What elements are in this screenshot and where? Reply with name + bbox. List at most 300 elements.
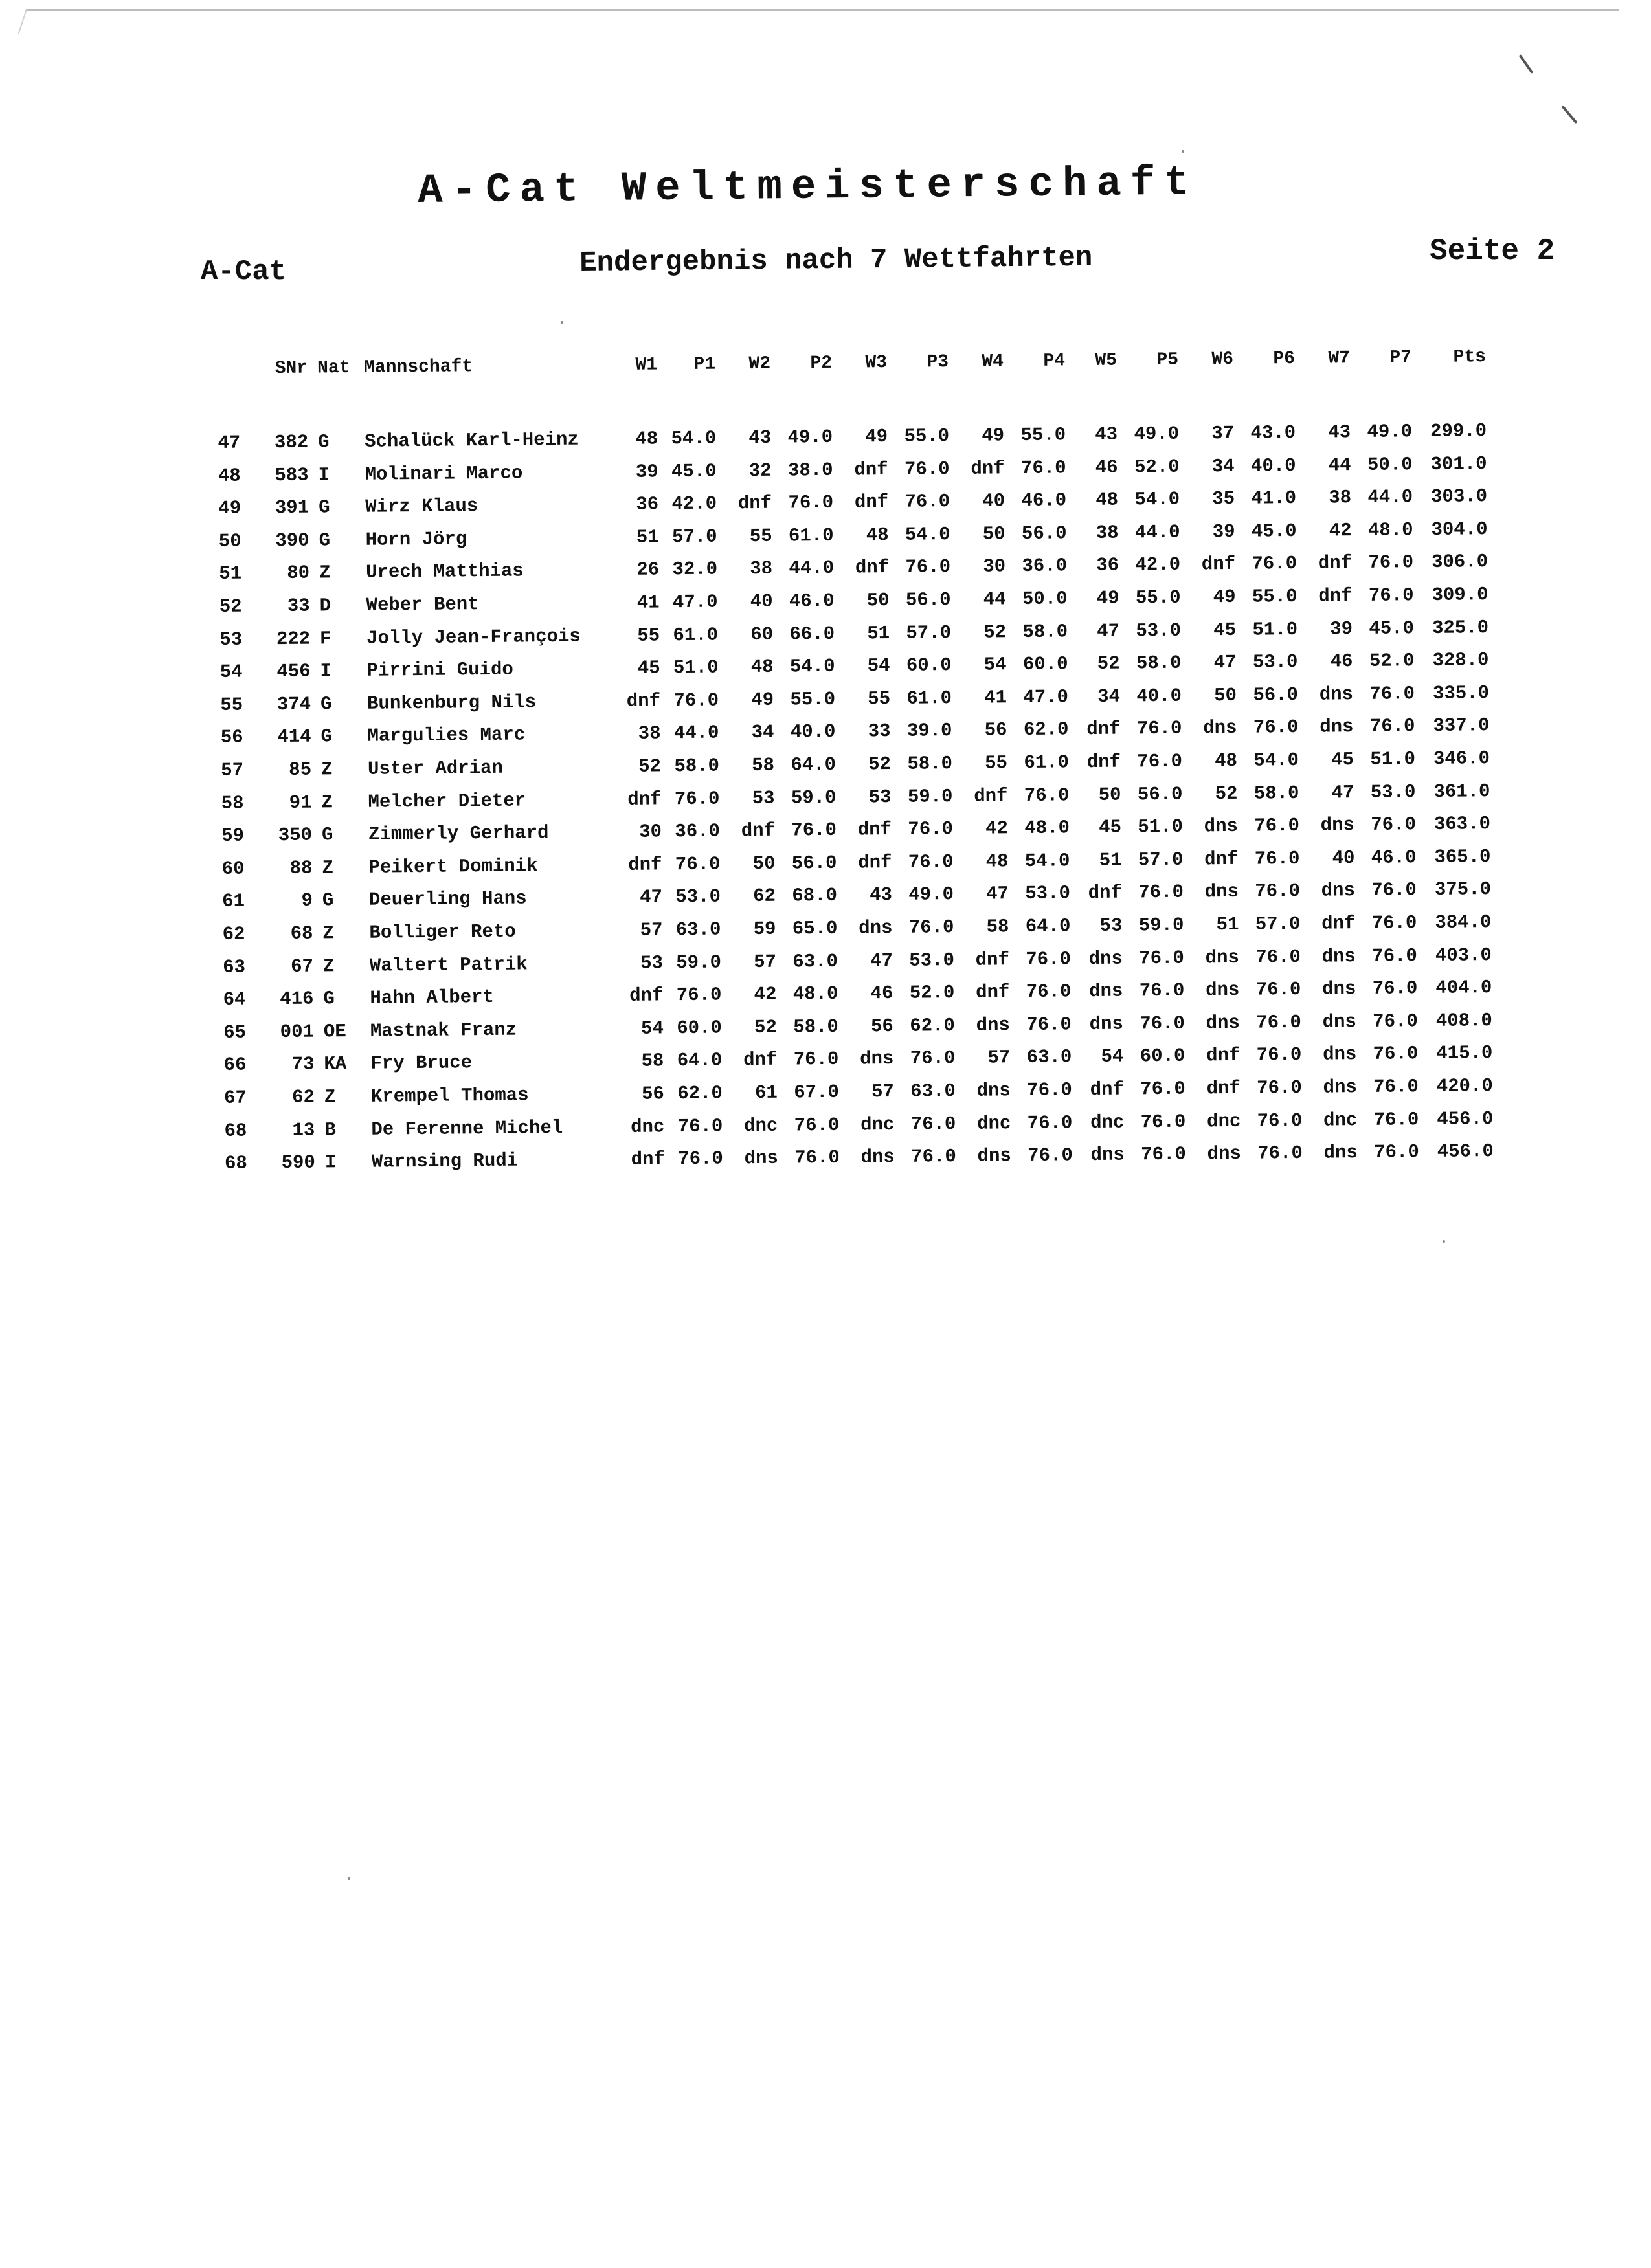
cell-w3: dns (860, 1146, 895, 1168)
cell-pts: 304.0 (1431, 518, 1488, 540)
cell-w3: 48 (866, 524, 889, 546)
column-header-p2: P2 (810, 353, 833, 374)
cell-team: Wirz Klaus (365, 495, 478, 518)
cell-w4: dnc (976, 1112, 1011, 1135)
cell-p7: 53.0 (1370, 781, 1416, 803)
cell-p7: 76.0 (1371, 879, 1417, 902)
cell-p6: 41.0 (1251, 487, 1297, 509)
column-header-nat: Nat (317, 357, 350, 379)
cell-w2: 38 (750, 558, 773, 580)
cell-team: Pirrini Guido (366, 658, 513, 682)
cell-w1: dnf (628, 854, 662, 876)
cell-p4: 76.0 (1026, 981, 1072, 1003)
cell-snr: 414 (277, 726, 311, 748)
cell-p2: 76.0 (788, 492, 834, 514)
cell-team: De Ferenne Michel (371, 1117, 563, 1140)
cell-p7: 76.0 (1371, 912, 1417, 934)
cell-snr: 382 (274, 431, 309, 454)
cell-w7: dnf (1321, 913, 1356, 935)
cell-p6: 53.0 (1252, 651, 1298, 673)
cell-place: 59 (221, 825, 245, 847)
cell-w4: 54 (983, 654, 1007, 676)
cell-w6: dns (1203, 717, 1237, 739)
cell-snr: 13 (292, 1119, 315, 1141)
cell-nat: Z (320, 759, 333, 781)
cell-w4: dnf (975, 948, 1010, 971)
cell-p7: 76.0 (1371, 814, 1417, 836)
cell-w3: dnf (858, 851, 892, 874)
cell-place: 68 (224, 1120, 247, 1142)
cell-w2: 52 (754, 1016, 778, 1038)
cell-place: 65 (223, 1021, 247, 1043)
cell-w5: 49 (1096, 587, 1119, 609)
cell-w5: dnf (1088, 882, 1123, 904)
cell-p3: 39.0 (906, 720, 952, 742)
cell-w3: dnf (857, 819, 892, 841)
cell-team: Mastnak Franz (370, 1019, 517, 1042)
cell-p2: 76.0 (791, 819, 837, 841)
cell-p3: 76.0 (905, 556, 951, 579)
cell-p3: 56.0 (905, 589, 951, 611)
cell-place: 61 (222, 890, 245, 913)
cell-pts: 415.0 (1436, 1042, 1493, 1065)
cell-w3: 52 (868, 753, 892, 775)
cell-w7: dns (1321, 978, 1356, 1000)
cell-pts: 375.0 (1434, 878, 1492, 901)
cell-w3: 57 (871, 1080, 895, 1103)
cell-p7: 76.0 (1373, 1043, 1419, 1065)
cell-p5: 76.0 (1136, 718, 1182, 740)
cell-w3: 50 (866, 590, 890, 612)
cell-team: Uster Adrian (367, 757, 504, 780)
cell-w7: dns (1321, 945, 1356, 968)
cell-p2: 76.0 (793, 1049, 839, 1071)
cell-w6: 37 (1211, 422, 1235, 445)
cell-team: Waltert Patrik (369, 953, 528, 977)
cell-p7: 76.0 (1368, 551, 1414, 574)
cell-w2: 42 (754, 983, 777, 1006)
cell-p1: 45.0 (671, 460, 717, 482)
cell-w1: 58 (641, 1050, 664, 1073)
cell-w5: dns (1089, 980, 1123, 1003)
cell-w1: 54 (640, 1017, 664, 1040)
cell-w6: 39 (1212, 520, 1235, 542)
cell-pts: 301.0 (1430, 452, 1487, 475)
cell-team: Jolly Jean-François (366, 625, 581, 649)
cell-w6: dns (1206, 979, 1240, 1001)
cell-p2: 54.0 (789, 655, 835, 678)
cell-place: 50 (218, 530, 241, 552)
cell-w5: dns (1090, 1144, 1125, 1166)
cell-p2: 61.0 (788, 524, 834, 547)
cell-p4: 36.0 (1022, 555, 1068, 577)
cell-w7: dns (1320, 814, 1355, 836)
cell-pts: 335.0 (1432, 682, 1490, 704)
column-header-p5: P5 (1156, 350, 1179, 371)
cell-w6: dnf (1206, 1045, 1241, 1067)
cell-p4: 53.0 (1025, 882, 1071, 905)
cell-snr: 85 (289, 759, 312, 781)
cell-w1: 53 (640, 951, 664, 974)
cell-w5: dnf (1086, 718, 1121, 740)
cell-snr: 391 (275, 496, 309, 519)
cell-p6: 76.0 (1256, 1011, 1302, 1034)
cell-nat: KA (324, 1053, 347, 1075)
cell-snr: 350 (278, 824, 313, 847)
cell-place: 60 (221, 858, 245, 880)
cell-w1: 48 (635, 428, 658, 450)
cell-w3: 46 (870, 983, 893, 1005)
cell-p1: 63.0 (675, 918, 721, 941)
cell-p6: 56.0 (1253, 684, 1299, 706)
cell-w6: dns (1204, 881, 1239, 903)
cell-w6: 45 (1213, 619, 1237, 641)
cell-w5: 51 (1099, 849, 1122, 871)
cell-place: 57 (221, 759, 244, 781)
cell-p2: 40.0 (790, 721, 836, 743)
cell-w6: 51 (1216, 913, 1239, 936)
cell-p5: 44.0 (1134, 521, 1180, 544)
cell-w2: 34 (751, 722, 774, 744)
cell-team: Fry Bruce (370, 1052, 473, 1075)
cell-p7: 49.0 (1367, 421, 1413, 443)
cell-w7: 38 (1329, 487, 1352, 509)
cell-pts: 337.0 (1433, 715, 1490, 737)
cell-w1: 47 (639, 886, 663, 909)
cell-snr: 68 (290, 922, 313, 944)
cell-p5: 76.0 (1138, 882, 1184, 904)
cell-p3: 53.0 (909, 949, 955, 972)
cell-w2: 48 (750, 656, 774, 678)
cell-w5: 36 (1096, 554, 1119, 577)
document-title: A-Cat Weltmeisterschaft (418, 160, 1199, 215)
page-number: Seite 2 (1430, 234, 1555, 268)
column-header-pts: Pts (1453, 347, 1487, 368)
cell-nat: G (320, 693, 332, 715)
cell-w7: 40 (1332, 847, 1355, 869)
cell-w4: 47 (985, 883, 1009, 905)
cell-p3: 49.0 (908, 884, 954, 906)
column-header-p6: P6 (1273, 348, 1296, 370)
cell-p7: 76.0 (1369, 683, 1415, 705)
cell-w2: dnc (743, 1115, 778, 1137)
cell-p3: 76.0 (910, 1113, 956, 1135)
cell-pts: 404.0 (1435, 977, 1492, 999)
cell-snr: 222 (276, 628, 311, 650)
cell-snr: 73 (291, 1053, 315, 1076)
cell-p5: 40.0 (1136, 685, 1182, 707)
cell-pts: 303.0 (1430, 485, 1488, 508)
cell-pts: 456.0 (1437, 1140, 1494, 1163)
cell-w1: 51 (636, 526, 659, 548)
class-label: A-Cat (201, 256, 287, 288)
cell-nat: D (319, 595, 331, 617)
cell-p5: 76.0 (1141, 1143, 1186, 1166)
cell-p3: 59.0 (907, 785, 953, 808)
cell-snr: 9 (301, 889, 313, 912)
document-subtitle: Endergebnis nach 7 Wettfahrten (579, 241, 1093, 280)
cell-pts: 306.0 (1431, 551, 1488, 573)
cell-p7: 76.0 (1369, 715, 1415, 738)
cell-p1: 47.0 (672, 591, 718, 614)
cell-p2: 59.0 (791, 786, 837, 809)
cell-p6: 76.0 (1255, 880, 1301, 902)
cell-w4: 49 (982, 425, 1005, 447)
cell-p1: 32.0 (672, 558, 718, 581)
cell-w2: dnf (743, 1049, 778, 1071)
cell-w1: 55 (637, 624, 660, 647)
cell-w4: 48 (985, 850, 1009, 873)
cell-p5: 76.0 (1139, 947, 1185, 969)
cell-p7: 76.0 (1368, 584, 1414, 606)
cell-nat: Z (322, 857, 334, 879)
cell-w1: dnf (627, 788, 662, 810)
cell-w7: dns (1322, 1043, 1357, 1065)
cell-w2: dns (744, 1147, 778, 1170)
cell-p2: 67.0 (794, 1081, 840, 1104)
cell-p3: 58.0 (907, 753, 953, 775)
cell-p3: 57.0 (906, 621, 952, 644)
cell-place: 55 (220, 694, 243, 716)
cell-snr: 80 (287, 562, 310, 584)
cell-p3: 76.0 (904, 458, 950, 480)
cell-pts: 299.0 (1430, 420, 1487, 442)
cell-w6: 35 (1212, 488, 1235, 510)
cell-p1: 59.0 (676, 951, 722, 973)
cell-nat: G (319, 529, 331, 551)
column-header-w2: W2 (748, 353, 771, 375)
cell-w3: 47 (870, 950, 893, 972)
cell-pts: 403.0 (1435, 944, 1492, 966)
cell-p4: 46.0 (1021, 489, 1067, 512)
cell-place: 68 (224, 1152, 248, 1175)
cell-w5: 52 (1097, 652, 1120, 675)
cell-p2: 44.0 (789, 557, 835, 579)
cell-p5: 57.0 (1138, 849, 1184, 871)
cell-place: 67 (223, 1087, 247, 1109)
cell-w6: dns (1204, 816, 1239, 838)
cell-place: 66 (223, 1054, 247, 1076)
cell-p7: 44.0 (1367, 486, 1413, 509)
cell-nat: Z (319, 562, 331, 584)
cell-p5: 42.0 (1135, 554, 1181, 576)
cell-w4: dnf (976, 981, 1010, 1003)
column-header-p1: P1 (693, 354, 716, 375)
cell-w6: 52 (1215, 783, 1238, 805)
cell-p5: 76.0 (1139, 979, 1185, 1002)
cell-p1: 36.0 (675, 820, 721, 843)
cell-p6: 76.0 (1254, 847, 1300, 870)
cell-w5: dnf (1086, 751, 1121, 773)
cell-w2: 60 (750, 623, 774, 645)
cell-snr: 374 (276, 693, 311, 715)
cell-w4: dnf (974, 784, 1008, 807)
cell-p6: 76.0 (1252, 553, 1297, 575)
cell-w6: dnc (1206, 1110, 1241, 1132)
cell-w1: 45 (637, 657, 660, 679)
cell-p5: 54.0 (1134, 488, 1180, 511)
column-header-w3: W3 (865, 353, 888, 373)
cell-snr: 456 (276, 660, 311, 683)
cell-p5: 55.0 (1135, 586, 1181, 609)
cell-p6: 76.0 (1253, 717, 1299, 739)
cell-w6: 50 (1214, 684, 1237, 706)
cell-w3: 53 (868, 786, 892, 808)
cell-p4: 62.0 (1023, 718, 1069, 741)
cell-place: 47 (218, 432, 241, 454)
cell-w6: dns (1206, 1012, 1241, 1034)
cell-p2: 66.0 (789, 623, 835, 645)
cell-w1: 52 (638, 755, 662, 777)
cell-w7: 46 (1330, 650, 1353, 673)
cell-w6: dns (1207, 1143, 1241, 1165)
cell-p2: 55.0 (790, 688, 836, 711)
cell-w5: 50 (1098, 784, 1121, 806)
cell-w5: 54 (1101, 1045, 1124, 1068)
cell-team: Zimmerly Gerhard (368, 822, 549, 845)
cell-w3: dnc (860, 1113, 895, 1136)
cell-snr: 33 (287, 595, 310, 617)
column-header-w4: W4 (982, 351, 1004, 372)
cell-p7: 51.0 (1370, 748, 1416, 770)
cell-p1: 42.0 (671, 493, 717, 515)
cell-p5: 56.0 (1137, 783, 1183, 805)
column-header-p4: P4 (1043, 351, 1066, 372)
cell-w3: 33 (868, 720, 891, 742)
cell-w7: dnf (1318, 585, 1353, 607)
cell-w7: 44 (1328, 454, 1351, 476)
cell-p4: 48.0 (1024, 817, 1070, 839)
cell-team: Schalück Karl-Heinz (365, 428, 579, 452)
cell-p4: 50.0 (1022, 588, 1068, 610)
cell-pts: 384.0 (1435, 911, 1492, 933)
cell-w4: dns (977, 1145, 1011, 1167)
cell-p6: 51.0 (1252, 618, 1298, 641)
cell-w2: 62 (752, 885, 776, 907)
cell-p6: 76.0 (1257, 1076, 1302, 1099)
cell-place: 52 (219, 595, 242, 617)
column-header-snr: SNr (275, 358, 308, 379)
cell-p5: 53.0 (1136, 619, 1182, 641)
cell-snr: 390 (275, 529, 309, 551)
cell-snr: 88 (289, 857, 313, 879)
cell-team: Deuerling Hans (368, 887, 527, 911)
column-header-w5: W5 (1095, 350, 1118, 371)
cell-nat: OE (323, 1020, 346, 1043)
cell-nat: I (318, 463, 330, 486)
cell-p2: 38.0 (787, 459, 833, 482)
cell-nat: I (324, 1151, 337, 1173)
cell-w1: 38 (638, 722, 661, 745)
cell-nat: G (322, 889, 334, 911)
cell-p6: 76.0 (1255, 979, 1301, 1001)
cell-w6: dnf (1201, 553, 1236, 575)
cell-nat: Z (321, 791, 333, 814)
cell-p3: 60.0 (906, 654, 952, 676)
cell-w2: 59 (753, 918, 776, 940)
cell-w7: 45 (1331, 749, 1354, 771)
cell-place: 62 (222, 923, 245, 945)
cell-w4: 30 (983, 555, 1006, 577)
cell-p1: 61.0 (673, 624, 719, 646)
cell-snr: 62 (291, 1086, 315, 1108)
cell-nat: G (320, 726, 333, 748)
cell-p5: 52.0 (1134, 456, 1180, 478)
column-header-p3: P3 (927, 352, 949, 373)
cell-p5: 59.0 (1138, 914, 1184, 937)
cell-w6: 48 (1215, 750, 1238, 772)
cell-nat: I (320, 660, 332, 682)
cell-p7: 46.0 (1371, 847, 1417, 869)
cell-w3: 51 (867, 622, 890, 644)
cell-w6: 34 (1211, 455, 1235, 477)
cell-p7: 50.0 (1367, 453, 1413, 476)
cell-w3: dns (859, 917, 893, 939)
cell-p2: 64.0 (791, 753, 837, 776)
cell-pts: 325.0 (1432, 616, 1489, 639)
cell-team: Horn Jörg (365, 528, 467, 551)
cell-w7: dns (1322, 1010, 1357, 1033)
cell-p6: 76.0 (1256, 1044, 1302, 1066)
cell-p3: 54.0 (904, 523, 950, 546)
column-header-w6: W6 (1211, 349, 1234, 370)
cell-w6: 49 (1213, 586, 1236, 608)
cell-w7: dnf (1318, 552, 1353, 575)
cell-p7: 76.0 (1373, 1076, 1419, 1098)
cell-w5: 43 (1095, 423, 1118, 445)
cell-p7: 76.0 (1373, 1108, 1419, 1131)
cell-p1: 58.0 (674, 755, 720, 777)
cell-nat: Z (322, 922, 335, 944)
cell-w6: dnf (1206, 1077, 1241, 1100)
cell-p2: 63.0 (792, 950, 838, 973)
cell-w3: 43 (869, 884, 893, 906)
cell-w2: 43 (748, 427, 772, 449)
cell-p3: 76.0 (910, 1047, 956, 1070)
cell-w7: dns (1319, 683, 1354, 706)
cell-w1: 36 (636, 493, 659, 515)
column-header-p7: P7 (1389, 348, 1412, 368)
cell-p3: 55.0 (904, 425, 950, 447)
cell-p5: 51.0 (1138, 816, 1184, 838)
cell-w2: dnf (741, 819, 776, 842)
cell-w2: 40 (750, 590, 773, 613)
cell-p7: 76.0 (1374, 1141, 1419, 1164)
cell-p1: 76.0 (677, 1115, 723, 1137)
cell-p4: 76.0 (1027, 1111, 1073, 1134)
cell-p1: 54.0 (671, 427, 717, 450)
cell-w4: 52 (983, 621, 1007, 643)
cell-snr: 416 (280, 988, 314, 1010)
cell-w5: 45 (1098, 816, 1122, 839)
cell-w4: 44 (983, 588, 1006, 610)
cell-p5: 58.0 (1136, 652, 1182, 674)
cell-w3: 54 (867, 655, 890, 677)
cell-p4: 76.0 (1026, 1014, 1072, 1036)
cell-pts: 408.0 (1435, 1009, 1493, 1032)
cell-w5: 38 (1095, 522, 1119, 544)
cell-p2: 65.0 (792, 917, 838, 940)
cell-p1: 76.0 (673, 689, 719, 712)
cell-p4: 76.0 (1024, 784, 1070, 806)
cell-w5: 46 (1095, 456, 1118, 478)
cell-w1: dnc (630, 1115, 665, 1138)
cell-w4: 55 (985, 752, 1008, 774)
cell-place: 54 (219, 661, 243, 684)
cell-p3: 76.0 (908, 850, 954, 873)
cell-p2: 58.0 (793, 1016, 839, 1038)
cell-p3: 76.0 (908, 818, 954, 840)
